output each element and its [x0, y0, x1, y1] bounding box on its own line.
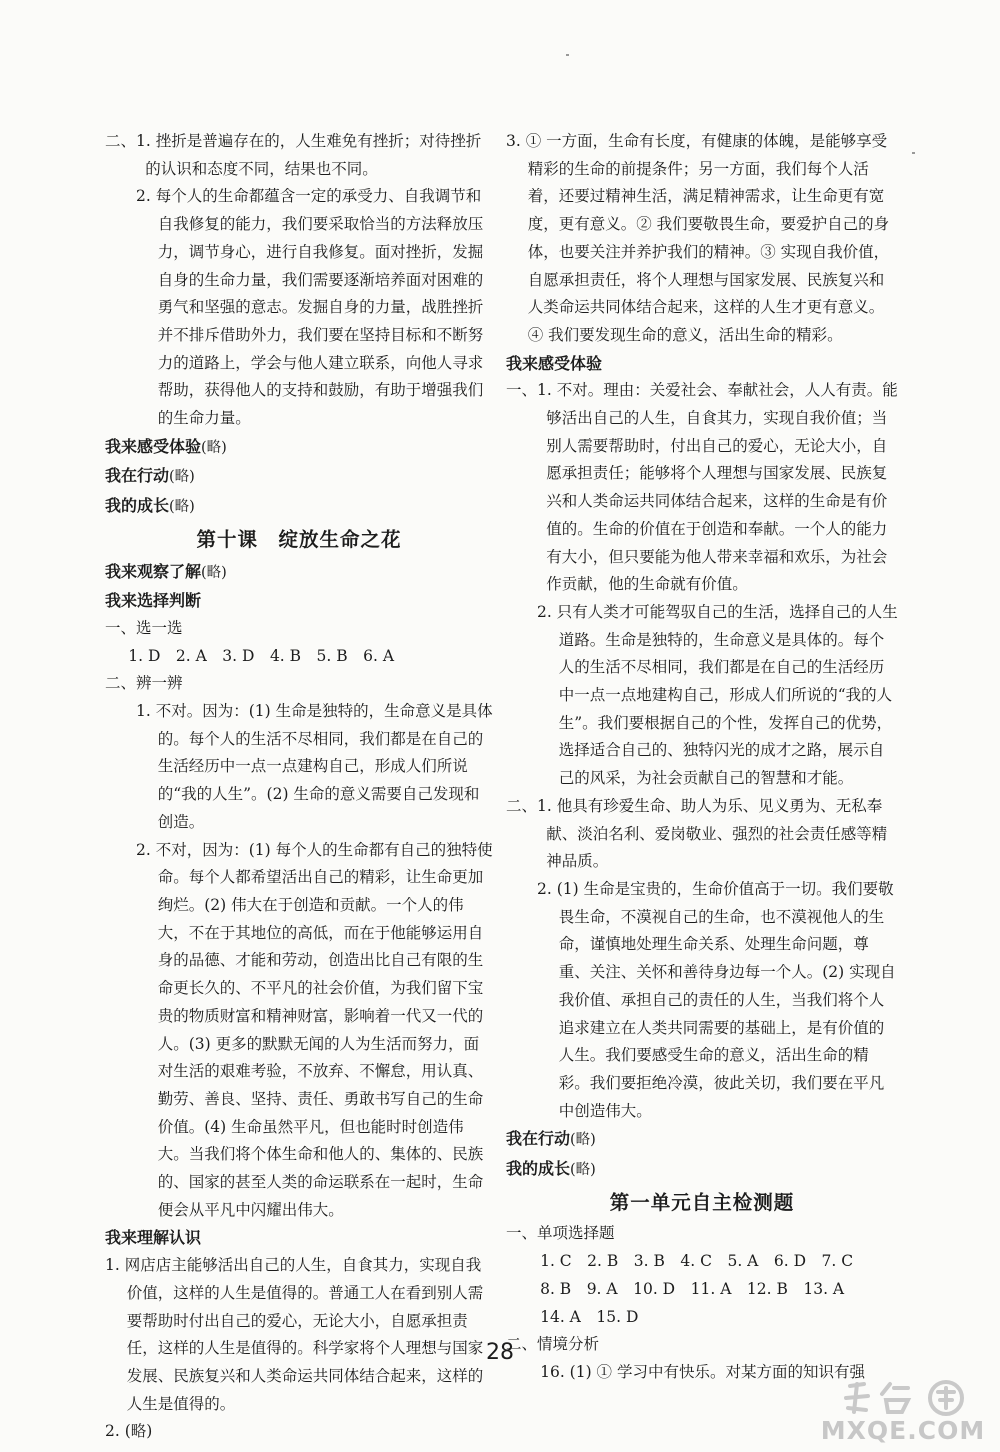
judge-answer-1: 1. 不对。因为：(1) 生命是独特的，生命意义是具体的。每个人的生活不尽相同，我们都是在自己的生活经历中一点一点建构自己，形成人们所说的“我的人生”。(2) 生命的意义需要自己发现和创造。: [136, 702, 493, 831]
page-number: 28: [486, 1340, 514, 1365]
feel-answer-1: 一、1. 不对。理由：关爱社会、奉献社会，人人有责。能够活出自己的人生，自食其力，实现自我价值；当别人需要帮助时，付出自己的爱心，无论大小，自愿承担责任；能够将个人理想与国家发展、民族复兴和人类命运共同体结合起来，这样的生命是有价值的。生命的价值在于创造和奉献。一个人的能力有大小，但只要能为他人带来幸福和欢乐，为社会作贡献，他的生命就有价值。: [506, 381, 898, 594]
feel-answer-2-2: 2. (1) 生命是宝贵的，生命价值高于一切。我们要敬畏生命，不漠视自己的生命，也不漠视他人的生命，谨慎地处理生命关系、处理生命问题，尊重、关注、关怀和善待身边每一个人。(2) 实现自我价值、承担自己的责任的人生，当我们将个人追求建立在人类共同需要的基础上，是有价值的人生。我们要感受生命的意义，活出生命的精彩。我们要拒绝冷漠，彼此关切，我们要在平凡中创造伟大。: [537, 879, 896, 1120]
single-choice-answers-3: 14. A 15. D: [540, 1307, 639, 1326]
unit-test-title: 第一单元自主检测题: [609, 1190, 795, 1214]
single-choice-answers-2: 8. B 9. A 10. D 11. A 12. B 13. A: [540, 1279, 845, 1298]
feel-answer-2: 2. 只有人类才可能驾驭自己的生活，选择自己的人生道路。生命是独特的，生命意义是具体的。每个人的生活不尽相同，我们都是在自己的生活经历中一点一点地建构自己，形成人们所说的“我的人生”。我们要根据自己的个性，发挥自己的优势，选择适合自己的、独特闪光的成才之路，展示自己的风采，为社会贡献自己的智慧和才能。: [537, 602, 898, 788]
watermark-logo-icon: [842, 1378, 972, 1418]
understand-answer-2: 2. (略): [105, 1422, 153, 1441]
single-choice-answers-1: 1. C 2. B 3. B 4. C 5. A 6. D 7. C: [540, 1252, 854, 1271]
heading-feel: 我来感受体验(略): [105, 436, 227, 456]
answer-3: 3. ① 一方面，生命有长度，有健康的体魄，是能够享受精彩的生命的前提条件；另一方面，我们每个人活着，还要过精神生活，满足精神需求，让生命更有宽度，更有意义。② 我们要敬畏生命，要爱护自己的身体，也要关注并养护我们的精神。③ 实现自我价值，自愿承担责任，将个人理想与国家发展、民族复兴和人类命运共同体结合起来，这样的人生才更有意义。④ 我们要发现生命的意义，活出生命的精彩。: [506, 132, 890, 344]
heading-grow: 我的成长(略): [105, 496, 195, 516]
answer-2-1: 二、1. 挫折是普遍存在的，人生难免有挫折；对待挫折的认识和态度不同，结果也不同。: [105, 132, 482, 178]
right-column: [506, 128, 898, 1387]
left-column: [105, 128, 493, 1446]
heading-grow-right: 我的成长(略): [506, 1159, 596, 1179]
lesson-title: 第十课 绽放生命之花: [196, 527, 402, 551]
scan-speck: [566, 54, 569, 56]
answer-2-2: 2. 每个人的生命都蕴含一定的承受力、自我调节和自我修复的能力，我们要采取恰当的方法释放压力，调节身心，进行自我修复。面对挫折，发掘自身的生命力量，我们需要逐渐培养面对困难的勇气和坚强的意志。发掘自身的力量，战胜挫折并不排斥借助外力，我们要在坚持目标和不断努力的道路上，学会与他人建立联系，向他人寻求帮助，获得他人的支持和鼓励，有助于增强我们的生命力量。: [136, 187, 484, 428]
watermark-text: MXQE.COM: [820, 1416, 986, 1445]
section-judge: 二、辨一辨: [105, 674, 183, 693]
section-situation: 二、情境分析: [506, 1335, 600, 1354]
feel-answer-2-1: 二、1. 他具有珍爱生命、助人为乐、见义勇为、无私奉献、淡泊名利、爱岗敬业、强烈的社会责任感等精神品质。: [506, 796, 888, 871]
choose-answers: 1. D 2. A 3. D 4. B 5. B 6. A: [128, 646, 395, 665]
heading-act: 我在行动(略): [105, 466, 195, 486]
section-single-choice: 一、单项选择题: [506, 1224, 615, 1243]
heading-feel-right: 我来感受体验: [506, 353, 603, 373]
judge-answer-2: 2. 不对，因为：(1) 每个人的生命都有自己的独特使命。每个人都希望活出自己的精彩，让生命更加绚烂。(2) 伟大在于创造和贡献。一个人的伟大，不在于其地位的高低，而在于他能够运用自身的品德、才能和劳动，创造出比自己有限的生命更长久的、不平凡的社会价值，为我们留下宝贵的物质财富和精神财富，影响着一代又一代的人。(3) 更多的默默无闻的人为生活而努力，面对生活的艰难考验，不放弃、不懈怠，用认真、勤劳、善良、坚持、责任、勇敢书写自己的生命价值。(4) 生命虽然平凡，但也能时时创造伟大。当我们将个体生命和他人的、集体的、民族的、国家的甚至人类的命运联系在一起时，生命便会从平凡中闪耀出伟大。: [136, 840, 493, 1219]
section-choose: 一、选一选: [105, 618, 183, 637]
heading-observe: 我来观察了解(略): [105, 561, 227, 581]
watermark: [818, 1378, 988, 1448]
understand-answer-1: 1. 网店店主能够活出自己的人生，自食其力，实现自我价值，这样的人生是值得的。普通工人在看到别人需要帮助时付出自己的爱心，无论大小，自愿承担责任，这样的人生是值得的。科学家将个人理想与国家发展、民族复兴和人类命运共同体结合起来，这样的人生是值得的。: [105, 1256, 484, 1413]
heading-choose: 我来选择判断: [105, 591, 202, 611]
heading-understand: 我来理解认识: [105, 1228, 202, 1248]
scan-speck: [912, 152, 915, 154]
situation-answer-16: 16. (1) ① 学习中有快乐。对某方面的知识有强: [540, 1362, 865, 1381]
heading-act-right: 我在行动(略): [506, 1129, 596, 1149]
